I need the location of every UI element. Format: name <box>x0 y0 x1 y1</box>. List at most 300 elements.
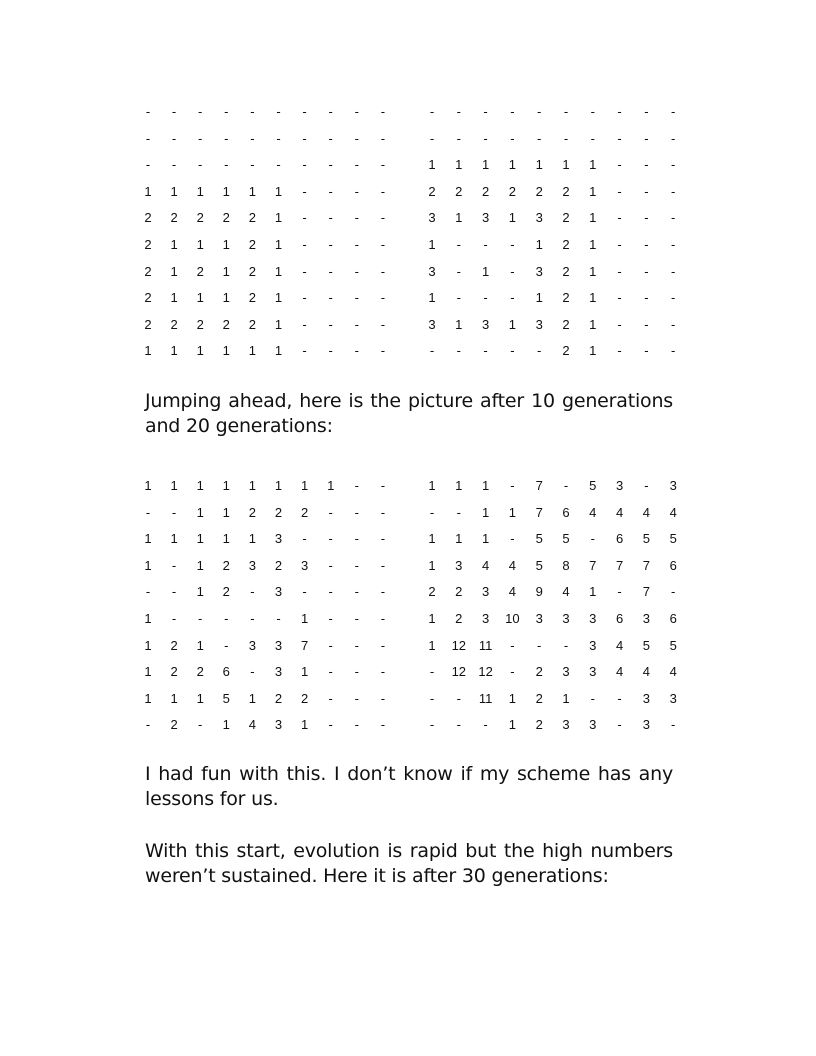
grid-cell: 1 <box>535 290 543 306</box>
grid-cell: 1 <box>508 316 516 332</box>
grid-cell: - <box>328 210 333 226</box>
grid-cell: 1 <box>196 557 204 573</box>
grid-cell: - <box>224 157 229 173</box>
grid-cell: 12 <box>451 637 467 653</box>
grid-cell: - <box>171 504 177 520</box>
grid-cell: 3 <box>481 210 490 226</box>
grid-cell: - <box>302 237 307 252</box>
grid-cell: - <box>302 130 307 146</box>
grid-cell: - <box>429 664 435 680</box>
grid-cell: - <box>563 637 569 653</box>
grid-cell: 2 <box>196 316 204 332</box>
grid-cell: 1 <box>274 343 283 359</box>
grid-cell: - <box>354 104 359 119</box>
grid-cell: 2 <box>562 343 570 359</box>
grid-cell: - <box>380 584 386 600</box>
grid-cell: - <box>456 343 461 359</box>
grid-cell: 1 <box>428 531 436 547</box>
grid-cell: 3 <box>535 263 543 279</box>
grid-cell: 1 <box>300 664 309 680</box>
grid-cell: 1 <box>274 183 283 199</box>
grid-cell: - <box>145 130 151 146</box>
grid-cell: - <box>510 263 515 279</box>
grid-cell: - <box>456 237 461 252</box>
grid-cell: - <box>302 183 307 199</box>
grid-cell: - <box>380 316 386 332</box>
grid-cell: - <box>302 584 307 600</box>
grid-cell: - <box>429 130 435 146</box>
grid-cell: 1 <box>428 557 436 573</box>
grid-cell: 1 <box>481 263 490 279</box>
grid-cell: 1 <box>274 237 283 252</box>
grid-cell: - <box>456 263 461 279</box>
grid-cell: 3 <box>535 210 543 226</box>
grid-cell: 1 <box>481 531 490 547</box>
grid-cell: 1 <box>170 237 178 252</box>
grid-cell: - <box>537 104 542 119</box>
grid-cell: - <box>456 130 461 146</box>
grid-cell: 1 <box>508 157 516 173</box>
grid-cell: 1 <box>144 690 152 706</box>
grid-cell: - <box>354 210 359 226</box>
grid-cell: 2 <box>196 210 204 226</box>
grid-cell: - <box>483 130 488 146</box>
grid-cell: - <box>563 130 569 146</box>
grid-cell: 1 <box>274 210 283 226</box>
grid-cell: 3 <box>274 584 283 600</box>
grid-cell: 4 <box>248 717 256 733</box>
grid-cell: - <box>354 290 359 306</box>
grid-cell: 7 <box>642 584 650 600</box>
grid-cell: 2 <box>562 263 570 279</box>
grid-cell: 1 <box>196 584 204 600</box>
grid-cell: - <box>354 263 359 279</box>
grid-cell: 1 <box>589 157 597 173</box>
grid-cell: - <box>328 263 333 279</box>
grid-cell: 2 <box>535 664 543 680</box>
grid-cell: 1 <box>222 183 230 199</box>
grid-cell: 7 <box>535 504 543 520</box>
grid-cell: - <box>328 611 333 626</box>
grid-cell: 1 <box>428 157 436 173</box>
grid-cell: 1 <box>144 637 152 653</box>
grid-cell: 1 <box>196 343 204 359</box>
grid-cell: 2 <box>455 611 463 626</box>
grid-cell: - <box>198 717 203 733</box>
grid-cell: - <box>590 130 595 146</box>
grid-cell: - <box>302 316 307 332</box>
grid-cell: 2 <box>144 263 152 279</box>
grid-cell: 1 <box>196 183 204 199</box>
grid-cell: - <box>198 157 203 173</box>
grid-cell: - <box>354 343 359 359</box>
grid-cell: 2 <box>144 210 152 226</box>
grid-cell: - <box>198 611 203 626</box>
grid-cell: - <box>671 130 676 146</box>
grid-cell: 1 <box>144 664 152 680</box>
grid-cell: 5 <box>222 690 230 706</box>
grid-cell: - <box>250 611 255 626</box>
grid-cell: - <box>510 478 515 493</box>
grid-cell: - <box>537 343 542 359</box>
grid-cell: - <box>380 664 386 680</box>
grid-cell: - <box>644 183 649 199</box>
grid-cell: - <box>644 343 649 359</box>
grid-cell: 1 <box>170 183 178 199</box>
grid-cell: - <box>171 104 177 119</box>
grid-cell: - <box>671 183 676 199</box>
grid-cell: - <box>302 531 307 547</box>
grid-cell: 1 <box>144 183 152 199</box>
grid-cell: - <box>510 637 515 653</box>
grid-cell: - <box>644 263 649 279</box>
grid-cell: - <box>456 690 461 706</box>
grid-cell: 2 <box>248 263 256 279</box>
grid-cell: 1 <box>300 611 309 626</box>
grid-cell: - <box>354 664 359 680</box>
grid-cell: - <box>510 130 515 146</box>
grid-cell: 1 <box>144 478 152 493</box>
grid-cell: 3 <box>248 557 256 573</box>
grid-cell: 3 <box>274 637 283 653</box>
grid-cell: 4 <box>481 557 490 573</box>
grid-cell: 2 <box>535 717 543 733</box>
grid-cell: 1 <box>481 478 490 493</box>
grid-cell: - <box>617 690 622 706</box>
grid-cell: - <box>145 104 151 119</box>
grid-cell: - <box>644 316 649 332</box>
grid-cell: - <box>354 557 359 573</box>
grid-cell: 1 <box>455 316 463 332</box>
grid-cell: 1 <box>535 157 543 173</box>
grid-cell: 3 <box>642 717 650 733</box>
grid-cell: - <box>380 343 386 359</box>
grid-cell: - <box>380 157 386 173</box>
grid-cell: - <box>224 104 229 119</box>
grid-cell: - <box>380 531 386 547</box>
grid-cell: - <box>671 717 676 733</box>
grid-cell: 1 <box>455 157 463 173</box>
grid-cell: - <box>380 290 386 306</box>
grid-cell: 7 <box>615 557 624 573</box>
grid-cell: 2 <box>535 690 543 706</box>
grid-cell: - <box>354 637 359 653</box>
grid-cell: 2 <box>170 664 178 680</box>
grid-cell: - <box>328 637 333 653</box>
grid-cell: 4 <box>615 664 624 680</box>
grid-cell: - <box>328 664 333 680</box>
grid-cell: 2 <box>170 210 178 226</box>
grid-cell: - <box>644 478 649 493</box>
grid-cell: - <box>617 130 622 146</box>
grid-cell: 2 <box>196 263 204 279</box>
grid-cell: 1 <box>508 504 516 520</box>
grid-cell: - <box>380 183 386 199</box>
grid-cell: - <box>302 343 307 359</box>
grid-cell: 2 <box>248 504 256 520</box>
grid-cell: - <box>328 584 333 600</box>
grid-cell: - <box>380 717 386 733</box>
grid-cell: 2 <box>222 210 230 226</box>
grid-cell: - <box>198 130 203 146</box>
grid-cell: 2 <box>274 690 283 706</box>
grid-cell: - <box>302 290 307 306</box>
grid-cell: 4 <box>642 664 650 680</box>
grid-cell: - <box>328 557 333 573</box>
grid-cell: 1 <box>196 531 204 547</box>
grid-cell: 2 <box>481 183 490 199</box>
grid-cell: 3 <box>642 611 650 626</box>
grid-cell: - <box>671 210 676 226</box>
grid-cell: 2 <box>170 316 178 332</box>
grid-cell: 4 <box>508 557 516 573</box>
grid-cell: - <box>644 157 649 173</box>
grid-cell: 5 <box>535 557 543 573</box>
grid-cell: - <box>483 717 488 733</box>
grid-cell: 1 <box>589 237 597 252</box>
grid-cell: 5 <box>669 637 677 653</box>
grid-cell: 1 <box>589 210 597 226</box>
grid-cell: 2 <box>562 183 570 199</box>
grid-cell: - <box>354 504 359 520</box>
grid-cell: - <box>354 316 359 332</box>
grid-cell: - <box>354 157 359 173</box>
grid-cell: - <box>354 611 359 626</box>
grid-cell: 3 <box>589 637 597 653</box>
grid-cell: - <box>380 478 386 493</box>
grid-cell: 1 <box>144 557 152 573</box>
grid-cell: 2 <box>170 717 178 733</box>
grid-cell: 2 <box>300 690 309 706</box>
grid-cell: 3 <box>481 611 490 626</box>
grid-cell: - <box>563 478 569 493</box>
grid-cell: - <box>617 157 622 173</box>
grid-cell: - <box>145 717 151 733</box>
grid-cell: 1 <box>455 478 463 493</box>
grid-cell: 1 <box>428 478 436 493</box>
grid-cell: - <box>328 157 333 173</box>
grid-cell: - <box>380 504 386 520</box>
grid-cell: 4 <box>669 504 677 520</box>
grid-cell: - <box>617 316 622 332</box>
grid-cell: 1 <box>300 717 309 733</box>
grid-cell: 2 <box>562 290 570 306</box>
grid-cell: - <box>250 130 255 146</box>
grid-cell: 2 <box>428 584 436 600</box>
grid-cell: 3 <box>455 557 463 573</box>
grid-cell: 4 <box>615 504 624 520</box>
grid-cell: 1 <box>222 531 230 547</box>
grid-cell: 1 <box>144 611 152 626</box>
grid-cell: 2 <box>248 316 256 332</box>
grid-cell: 1 <box>144 531 152 547</box>
grid-cell: - <box>644 130 649 146</box>
grid-cell: 5 <box>535 531 543 547</box>
grid-cell: 5 <box>562 531 570 547</box>
grid-cell: 3 <box>428 316 436 332</box>
grid-cell: - <box>380 557 386 573</box>
grid-cell: - <box>671 263 676 279</box>
grid-cell: 2 <box>562 237 570 252</box>
grid-cell: 1 <box>428 290 436 306</box>
grid-cell: 2 <box>300 504 309 520</box>
grid-cell: 1 <box>455 210 463 226</box>
grid-cell: 3 <box>248 637 256 653</box>
grid-cell: 1 <box>248 343 256 359</box>
grid-cell: - <box>250 104 255 119</box>
grid-cell: 6 <box>222 664 230 680</box>
grid-cell: - <box>617 717 622 733</box>
grid-cell: 1 <box>274 290 283 306</box>
grid-cell: - <box>671 290 676 306</box>
grid-cell: - <box>617 183 622 199</box>
grid-cell: 6 <box>615 531 624 547</box>
grid-cell: 3 <box>669 690 677 706</box>
grid-cell: 10 <box>505 611 520 626</box>
grid-cell: 7 <box>300 637 309 653</box>
grid-cell: - <box>380 130 386 146</box>
grid-cell: - <box>328 343 333 359</box>
grid-cell: 1 <box>170 690 178 706</box>
grid-cell: - <box>328 316 333 332</box>
grid-cell: - <box>510 664 515 680</box>
paragraph-had-fun: I had fun with this. I don’t know if my scheme has any lessons for us. <box>145 763 673 810</box>
grid-cell: - <box>671 237 676 252</box>
grid-cell: - <box>354 717 359 733</box>
grid-cell: 1 <box>222 504 230 520</box>
grid-cell: 2 <box>248 210 256 226</box>
grid-cell: 2 <box>455 183 463 199</box>
grid-cell: 3 <box>562 717 570 733</box>
grid-cell: - <box>354 183 359 199</box>
grid-cell: - <box>250 157 255 173</box>
grid-cell: - <box>590 690 595 706</box>
grid-cell: - <box>276 130 281 146</box>
grid-cell: - <box>250 584 255 600</box>
grid-cell: - <box>354 584 359 600</box>
grid-cell: - <box>171 611 177 626</box>
grid-cell: - <box>483 237 488 252</box>
grid-cell: 1 <box>508 690 516 706</box>
grid-cell: - <box>328 130 333 146</box>
grid-cell: - <box>644 290 649 306</box>
grid-cell: 1 <box>589 290 597 306</box>
grid-cell: - <box>671 157 676 173</box>
grid-cell: 1 <box>222 290 230 306</box>
grid-cell: - <box>302 157 307 173</box>
grid-cell: 1 <box>248 183 256 199</box>
grid-cell: 3 <box>300 557 309 573</box>
grid-cell: 1 <box>222 478 230 493</box>
grid-cell: 4 <box>642 504 650 520</box>
grid-cell: - <box>456 104 461 119</box>
grid-cell: 1 <box>327 478 335 493</box>
grid-cell: - <box>380 263 386 279</box>
grid-cell: 11 <box>478 690 493 706</box>
grid-cell: - <box>644 237 649 252</box>
grid-cell: - <box>380 637 386 653</box>
grid-cell: - <box>276 611 281 626</box>
grid-cell: 1 <box>562 690 570 706</box>
grid-cell: 1 <box>222 343 230 359</box>
grid-cell: 7 <box>589 557 597 573</box>
grid-cell: 1 <box>248 690 256 706</box>
grid-cell: 5 <box>642 531 650 547</box>
grid-cell: 3 <box>589 611 597 626</box>
grid-cell: - <box>483 290 488 306</box>
grid-cell: - <box>510 343 515 359</box>
grid-cell: 1 <box>144 343 152 359</box>
grid-cell: 6 <box>562 504 570 520</box>
grid-cell: - <box>617 104 622 119</box>
paragraph-jumping-ahead: Jumping ahead, here is the picture after 10 generations and 20 generations: <box>145 390 673 437</box>
grid-cell: - <box>456 504 461 520</box>
grid-cell: 2 <box>144 316 152 332</box>
grid-cell: 9 <box>535 584 543 600</box>
grid-cell: 2 <box>535 183 543 199</box>
grid-cell: 3 <box>535 316 543 332</box>
grid-cell: - <box>644 210 649 226</box>
grid-cell: 4 <box>615 637 624 653</box>
grid-cell: 2 <box>248 290 256 306</box>
grid-cell: 3 <box>669 478 677 493</box>
grid-cell: - <box>250 664 255 680</box>
grid-cell: 3 <box>562 664 570 680</box>
grid-cell: 3 <box>274 717 283 733</box>
grid-cell: 2 <box>222 584 230 600</box>
grid-cell: 1 <box>589 343 597 359</box>
grid-cell: - <box>302 210 307 226</box>
grid-cell: 1 <box>562 157 570 173</box>
grid-cell: 3 <box>428 263 436 279</box>
grid-cell: - <box>354 531 359 547</box>
grid-cell: 1 <box>589 584 597 600</box>
grid-cell: 1 <box>170 263 178 279</box>
grid-cell: 1 <box>508 717 516 733</box>
grid-cell: 2 <box>562 210 570 226</box>
grid-cell: - <box>671 104 676 119</box>
grid-cell: 1 <box>170 290 178 306</box>
grid-cell: - <box>328 237 333 252</box>
grid-cell: 1 <box>508 210 516 226</box>
grid-cell: 12 <box>451 664 467 680</box>
grid-cell: - <box>354 690 359 706</box>
grid-cell: 1 <box>248 531 256 547</box>
grid-cell: - <box>617 290 622 306</box>
grid-cell: 2 <box>274 504 283 520</box>
grid-cell: - <box>617 210 622 226</box>
grid-cell: 6 <box>615 611 624 626</box>
grid-cell: 1 <box>222 237 230 252</box>
grid-cell: 5 <box>642 637 650 653</box>
grid-cell: 1 <box>170 478 178 493</box>
grid-cell: 1 <box>196 637 204 653</box>
grid-cell: 3 <box>615 478 624 493</box>
grid-cell: 1 <box>222 717 230 733</box>
grid-cell: 3 <box>642 690 650 706</box>
grid-cell: - <box>429 504 435 520</box>
grid-cell: 8 <box>562 557 570 573</box>
grid-cell: 4 <box>562 584 570 600</box>
grid-cell: 2 <box>144 237 152 252</box>
grid-cell: - <box>617 263 622 279</box>
grid-cell: 3 <box>589 717 597 733</box>
grid-cell: 2 <box>170 637 178 653</box>
grid-cell: 2 <box>508 183 516 199</box>
grid-cell: - <box>671 343 676 359</box>
grid-cell: 2 <box>274 557 283 573</box>
grid-cell: 2 <box>428 183 436 199</box>
